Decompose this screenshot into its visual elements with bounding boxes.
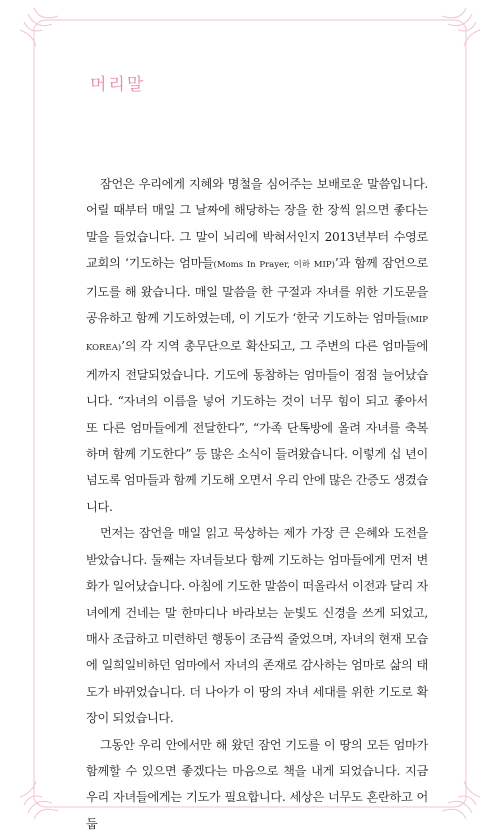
paragraph-text: 잠언은 우리에게 지혜와 명철을 심어주는 보배로운 말씀입니다. 어릴 때부터 매일 그 날짜에 해당하는 장을 한 장씩 읽으면 좋다는 말을 들었습니다. 그 말이 뇌리에 박혀서인지 2013년부터 수영로교회의 ‘기도하는 엄마들 <box>86 177 428 271</box>
paragraph-note: (Moms In Prayer, 이하 MIP) <box>213 260 335 271</box>
paragraph <box>86 732 428 837</box>
preface-body <box>86 171 428 837</box>
paragraph-text: ’의 각 지역 총무단으로 확산되고, 그 주변의 다른 엄마들에게까지 전달되었습니다. 기도에 동참하는 엄마들이 점점 늘어났습니다. “자녀의 이름을 넣어 기도하는 것이 너무 힘이 되고 좋아서 또 다른 엄마들에게 전달한다”, “가족 단톡방에 올려 자녀를 축복하며 함께 기도한다” 등 많은 소식이 들려왔습니다. 이렇게 십 년이 넘도록 엄마들과 함께 기도해 오면서 우리 안에 많은 간증도 생겼습니다. <box>86 339 428 514</box>
paragraph-text: ’과 함께 잠언으로 기도를 해 왔습니다. 매일 말씀을 한 구절과 자녀를 위한 기도문을 공유하고 함께 기도하였는데, 이 기도가 ‘한국 기도하는 엄마들 <box>86 256 428 326</box>
paragraph <box>86 171 428 520</box>
paragraph-text: 그동안 우리 안에서만 해 왔던 잠언 기도를 이 땅의 모든 엄마가 함께할 수 있으면 좋겠다는 마음으로 책을 내게 되었습니다. 지금 우리 자녀들에게는 기도가 필요합니다. 세상은 너무도 혼란하고 어둡 <box>86 737 428 831</box>
paragraph-note: (MIP KOREA) <box>86 315 428 354</box>
paragraph <box>86 520 428 731</box>
preface-heading: 머리말 <box>90 75 146 95</box>
paragraph-text: 먼저는 잠언을 매일 읽고 묵상하는 제가 가장 큰 은혜와 도전을 받았습니다. 둘째는 자녀들보다 함께 기도하는 엄마들에게 먼저 변화가 일어났습니다. 아침에 기도한 말씀이 떠올라서 이전과 달리 자녀에게 건네는 말 한마디나 바라보는 눈빛도 신경을 쓰게 되었고, 매사 조급하고 미련하던 행동이 조금씩 줄었으며, 자녀의 현재 모습에 일희일비하던 엄마에서 자녀의 존재로 감사하는 엄마로 삶의 태도가 바뀌었습니다. 더 나아가 이 땅의 자녀 세대를 위한 기도로 확장이 되었습니다. <box>86 526 428 726</box>
